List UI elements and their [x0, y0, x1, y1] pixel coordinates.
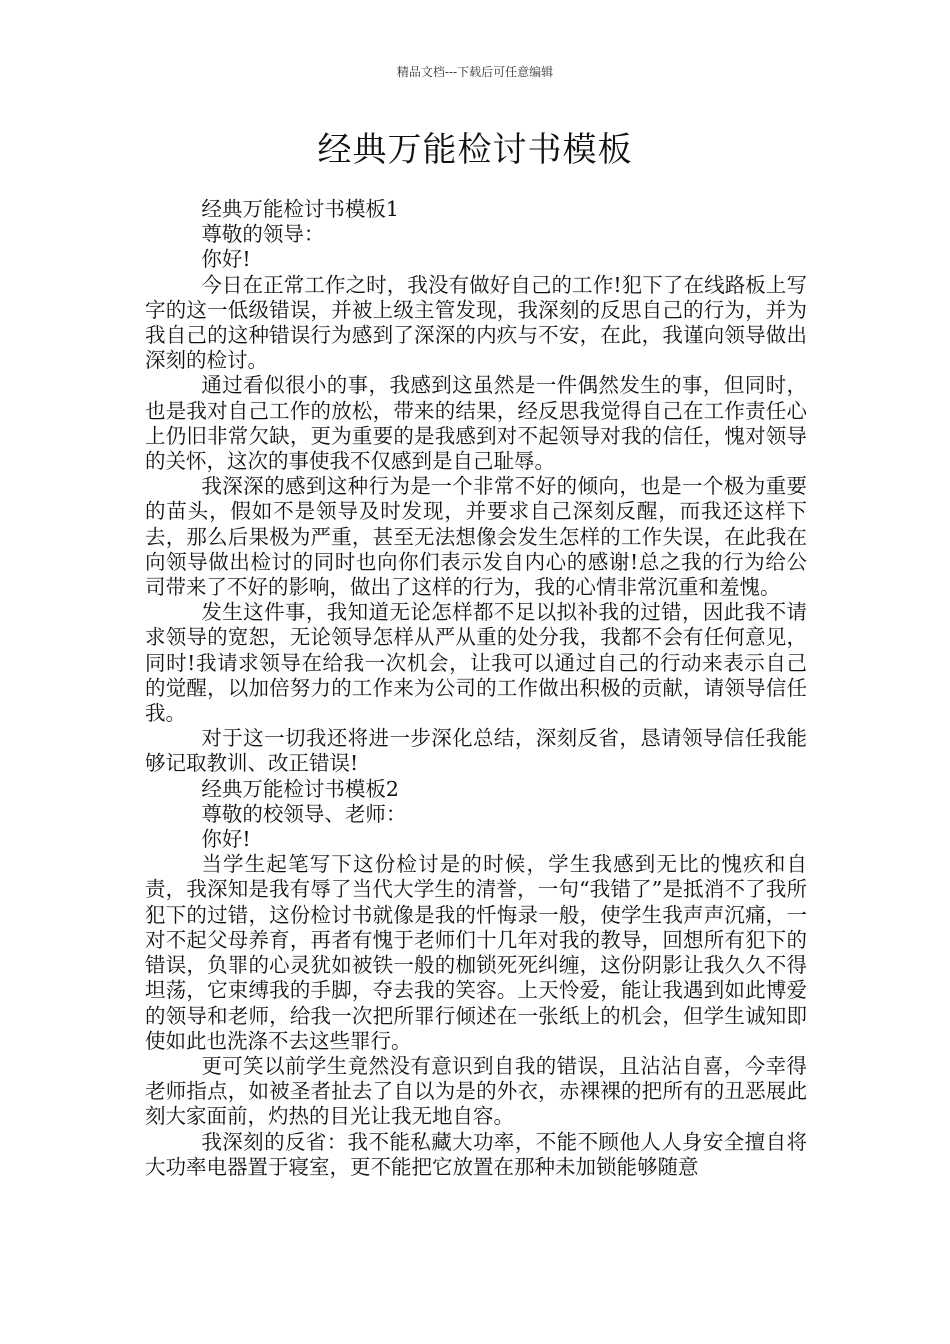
document-body — [145, 197, 807, 1180]
body-paragraph: 今日在正常工作之时，我没有做好自己的工作!犯下了在线路板上写字的这一低级错误，并被上级主管发现，我深刻的反思自己的行为，并为我自己的这种错误行为感到了深深的内疚与不安，在此，我谨向领导做出深刻的检讨。 — [145, 272, 807, 373]
header-note: 精品文档---下载后可任意编辑 — [396, 65, 554, 79]
body-paragraph: 更可笑以前学生竟然没有意识到自我的错误，且沾沾自喜，今幸得老师指点，如被圣者扯去了自以为是的外衣，赤裸裸的把所有的丑恶展此刻大家面前，灼热的目光让我无地自容。 — [145, 1053, 807, 1129]
greeting-2: 你好! — [201, 827, 251, 852]
body-paragraph: 对于这一切我还将进一步深化总结，深刻反省，恳请领导信任我能够记取教训、改正错误! — [145, 726, 807, 776]
salutation-2: 尊敬的校领导、老师： — [201, 801, 407, 826]
document-title: 经典万能检讨书模板 — [317, 130, 633, 170]
body-paragraph: 发生这件事，我知道无论怎样都不足以拟补我的过错，因此我不请求领导的宽恕，无论领导怎样从严从重的处分我，我都不会有任何意见，同时!我请求领导在给我一次机会，让我可以通过自己的行动来表示自己的觉醒，以加倍努力的工作来为公司的工作做出积极的贡献，请领导信任我。 — [145, 600, 807, 726]
greeting-1: 你好! — [201, 247, 251, 272]
body-paragraph: 我深刻的反省：我不能私藏大功率，不能不顾他人人身安全擅自将大功率电器置于寝室，更不能把它放置在那种未加锁能够随意 — [145, 1129, 807, 1179]
template-2-heading: 经典万能检讨书模板2 — [201, 776, 399, 801]
body-paragraph: 我深深的感到这种行为是一个非常不好的倾向，也是一个极为重要的苗头，假如不是领导及时发现，并要求自己深刻反醒，而我还这样下去，那么后果极为严重，甚至无法想像会发生怎样的工作失误，在此我在向领导做出检讨的同时也向你们表示发自内心的感谢!总之我的行为给公司带来了不好的影响，做出了这样的行为，我的心情非常沉重和羞愧。 — [145, 474, 807, 600]
template-1-heading: 经典万能检讨书模板1 — [201, 197, 399, 221]
body-paragraph: 当学生起笔写下这份检讨是的时候，学生我感到无比的愧疚和自责，我深知是我有辱了当代大学生的清誉，一句“我错了”是抵消不了我所犯下的过错，这份检讨书就像是我的忏悔录一般，使学生我声声沉痛，一对不起父母养育，再者有愧于老师们十几年对我的教导，回想所有犯下的错误，负罪的心灵犹如被铁一般的枷锁死死纠缠，这份阴影让我久久不得坦荡，它束缚我的手脚，夺去我的笑容。上天怜爱，能让我遇到如此博爱的领导和老师，给我一次把所罪行倾述在一张纸上的机会，但学生诚知即使如此也洗涤不去这些罪行。 — [145, 852, 807, 1053]
salutation-1: 尊敬的领导： — [201, 222, 325, 247]
body-paragraph: 通过看似很小的事，我感到这虽然是一件偶然发生的事，但同时，也是我对自己工作的放松，带来的结果，经反思我觉得自己在工作责任心上仍旧非常欠缺，更为重要的是我感到对不起领导对我的信任，愧对领导的关怀，这次的事使我不仅感到是自己耻辱。 — [145, 373, 807, 474]
